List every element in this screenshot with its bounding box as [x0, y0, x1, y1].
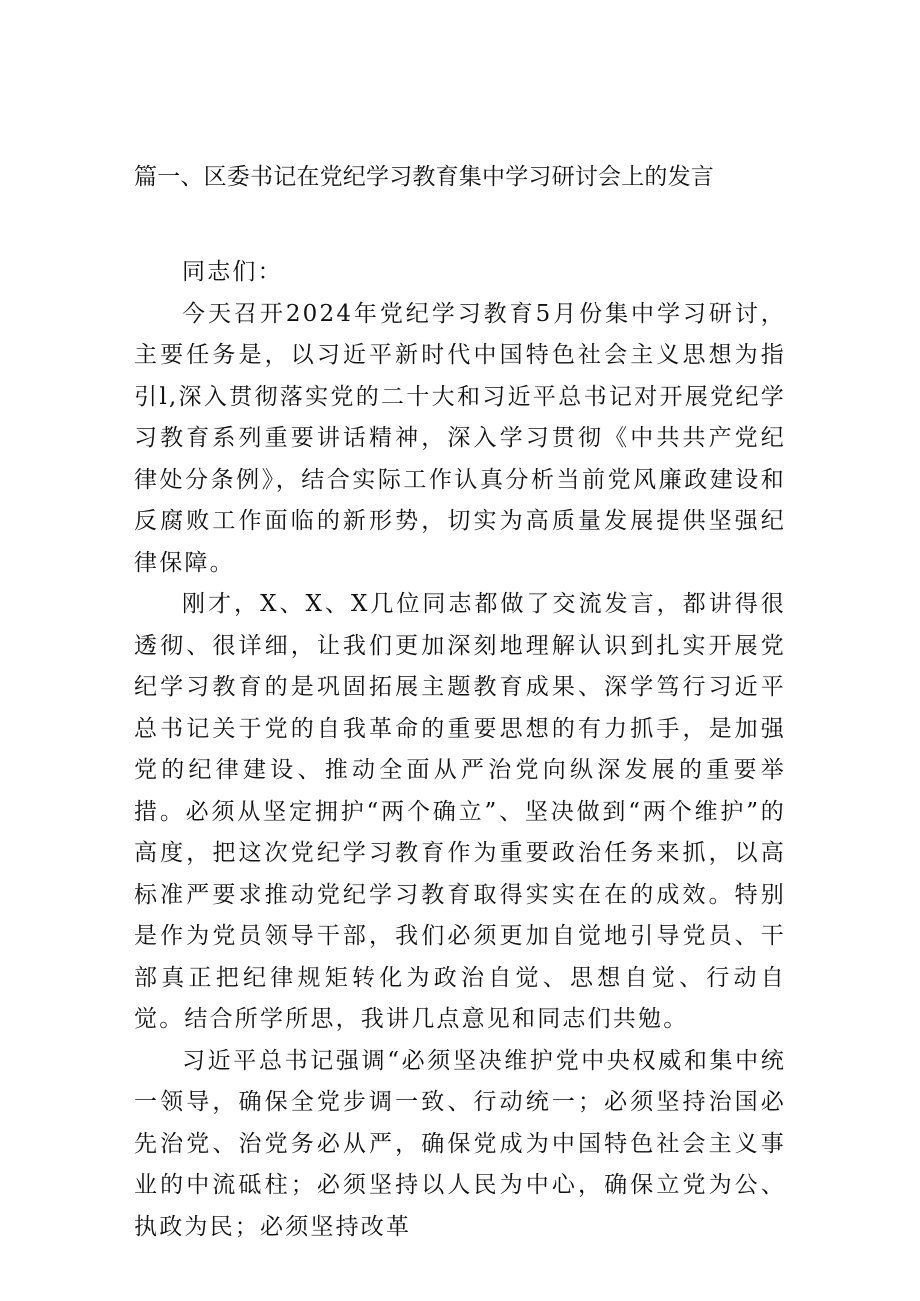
document-body	[134, 252, 786, 1248]
paragraph-2: 刚才，X、X、X几位同志都做了交流发言，都讲得很透彻、很详细，让我们更加深刻地理解认识到扎实开展党纪学习教育的是巩固拓展主题教育成果、深学笃行习近平总书记关于党的自我革命的重要思想的有力抓手，是加强党的纪律建设、推动全面从严治党向纵深发展的重要举措。必须从坚定拥护“两个确立”、坚决做到“两个维护”的高度，把这次党纪学习教育作为重要政治任务来抓，以高标准严要求推动党纪学习教育取得实实在在的成效。特别是作为党员领导干部，我们必须更加自觉地引导党员、干部真正把纪律规矩转化为政治自觉、思想自觉、行动自觉。结合所学所思，我讲几点意见和同志们共勉。	[134, 591, 786, 1032]
salutation: 同志们：	[182, 259, 283, 285]
document-title: 篇一、区委书记在党纪学习教育集中学习研讨会上的发言	[134, 164, 714, 190]
paragraph-3: 习近平总书记强调“必须坚决维护党中央权威和集中统一领导，确保全党步调一致、行动统一；必须坚持治国必先治党、治党务必从严，确保党成为中国特色社会主义事业的中流砥柱；必须坚持以人民为中心，确保立党为公、执政为民；必须坚持改革	[134, 1047, 786, 1240]
paragraph-1: 今天召开2024年党纪学习教育5月份集中学习研讨，主要任务是，以习近平新时代中国特色社会主义思想为指引l,深入贯彻落实党的二十大和习近平总书记对开展党纪学习教育系列重要讲话精神，深入学习贯彻《中共共产党纪律处分条例》，结合实际工作认真分析当前党风廉政建设和反腐败工作面临的新形势，切实为高质量发展提供坚强纪律保障。	[134, 300, 786, 576]
